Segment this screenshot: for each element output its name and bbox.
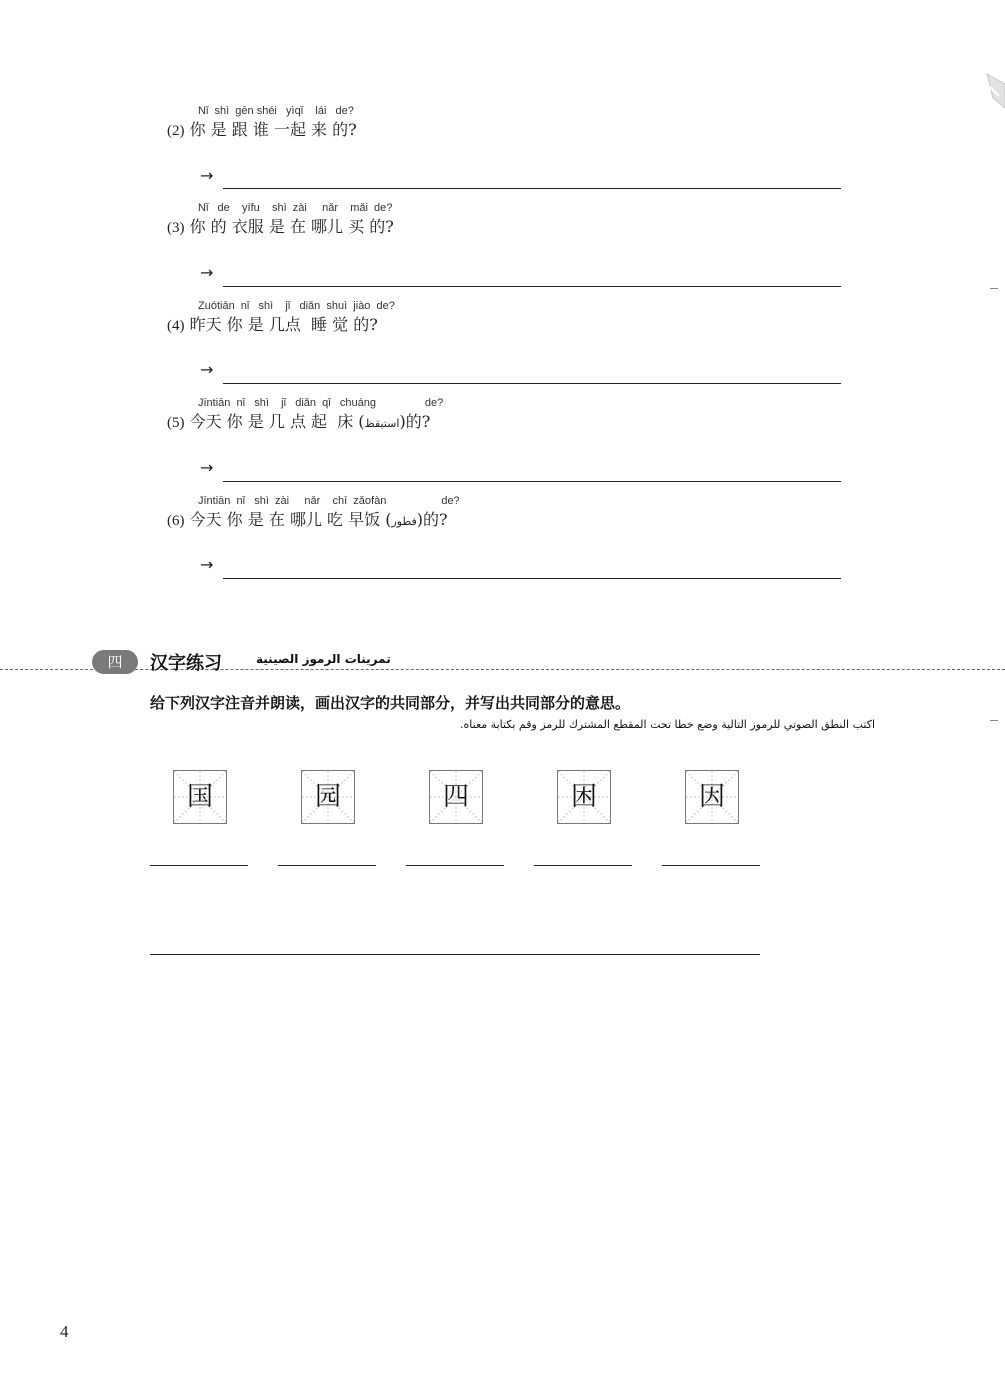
character-box [301, 770, 355, 824]
question-text: 你 的 衣服 是 在 哪儿 买 的? [189, 217, 394, 236]
question-text: 今天 你 是 几 点 起 床 ( [189, 412, 365, 431]
question-text: 昨天 你 是 几点 睡 觉 的? [189, 315, 378, 334]
question-pinyin: Zuótiān nǐ shì jǐ diǎn shuì jiào de? [198, 300, 395, 312]
answer-line[interactable] [223, 481, 841, 482]
question-chinese [167, 409, 430, 432]
question-chinese [167, 312, 378, 335]
section-title-arabic: تمرينات الرموز الصينية [256, 652, 391, 666]
question-pinyin: Nǐ de yīfu shì zài nǎr mǎi de? [198, 202, 393, 214]
question-text: 今天 你 是 在 哪儿 吃 早饭 ( [189, 510, 392, 529]
arabic-gloss: فطور [391, 515, 417, 528]
question-pinyin: Jīntiān nǐ shì zài nǎr chī zǎofàn de? [198, 495, 460, 507]
edge-tick-mark [990, 288, 998, 289]
arabic-gloss: استيقظ [364, 417, 400, 430]
section-header [0, 640, 1005, 680]
character: 园 [314, 782, 341, 812]
arrow-icon: → [200, 360, 214, 379]
arrow-icon: → [200, 263, 214, 282]
character: 因 [698, 782, 725, 812]
answer-line[interactable] [223, 188, 841, 189]
question-text: 你 是 跟 谁 一起 来 的? [189, 120, 357, 139]
instruction-arabic: اكتب النطق الصوتي للرموز التالية وضع خطا تحت المقطع المشترك للرمز وقم بكتابة معناه. [460, 718, 875, 731]
character-box [557, 770, 611, 824]
question-chinese [167, 507, 448, 530]
question-number: (5) [167, 415, 185, 431]
pinyin-answer-line[interactable] [662, 865, 760, 866]
edge-tick-mark [990, 720, 998, 721]
arrow-icon: → [200, 166, 214, 185]
question-pinyin: Jīntiān nǐ shì jǐ diǎn qǐ chuáng de? [198, 397, 444, 409]
arrow-icon: → [200, 458, 214, 477]
question-pinyin: Nǐ shì gēn shéi yìqǐ lái de? [198, 105, 354, 117]
arrow-icon: → [200, 555, 214, 574]
question-chinese [167, 214, 394, 237]
instruction-chinese: 给下列汉字注音并朗读，画出汉字的共同部分，并写出共同部分的意思。 [150, 694, 631, 712]
answer-line[interactable] [223, 286, 841, 287]
question-number: (3) [167, 220, 185, 236]
character-box [173, 770, 227, 824]
page-number: 4 [60, 1322, 69, 1341]
character-box [429, 770, 483, 824]
page-corner-decoration [985, 72, 1005, 112]
question-number: (4) [167, 318, 185, 334]
answer-line[interactable] [223, 578, 841, 579]
pinyin-answer-line[interactable] [406, 865, 504, 866]
character: 四 [442, 782, 469, 812]
character: 困 [570, 782, 597, 812]
section-title: 汉字练习 [150, 653, 222, 674]
question-number: (6) [167, 513, 185, 529]
meaning-answer-line[interactable] [150, 954, 760, 955]
character-box [685, 770, 739, 824]
question-chinese [167, 117, 357, 140]
question-text-end: )的? [399, 412, 431, 431]
pinyin-answer-line[interactable] [534, 865, 632, 866]
pinyin-answer-line[interactable] [150, 865, 248, 866]
section-number-badge: 四 [92, 650, 138, 674]
pinyin-answer-line[interactable] [278, 865, 376, 866]
answer-line[interactable] [223, 383, 841, 384]
character: 国 [186, 782, 213, 812]
question-text-end: )的? [416, 510, 448, 529]
question-number: (2) [167, 123, 185, 139]
